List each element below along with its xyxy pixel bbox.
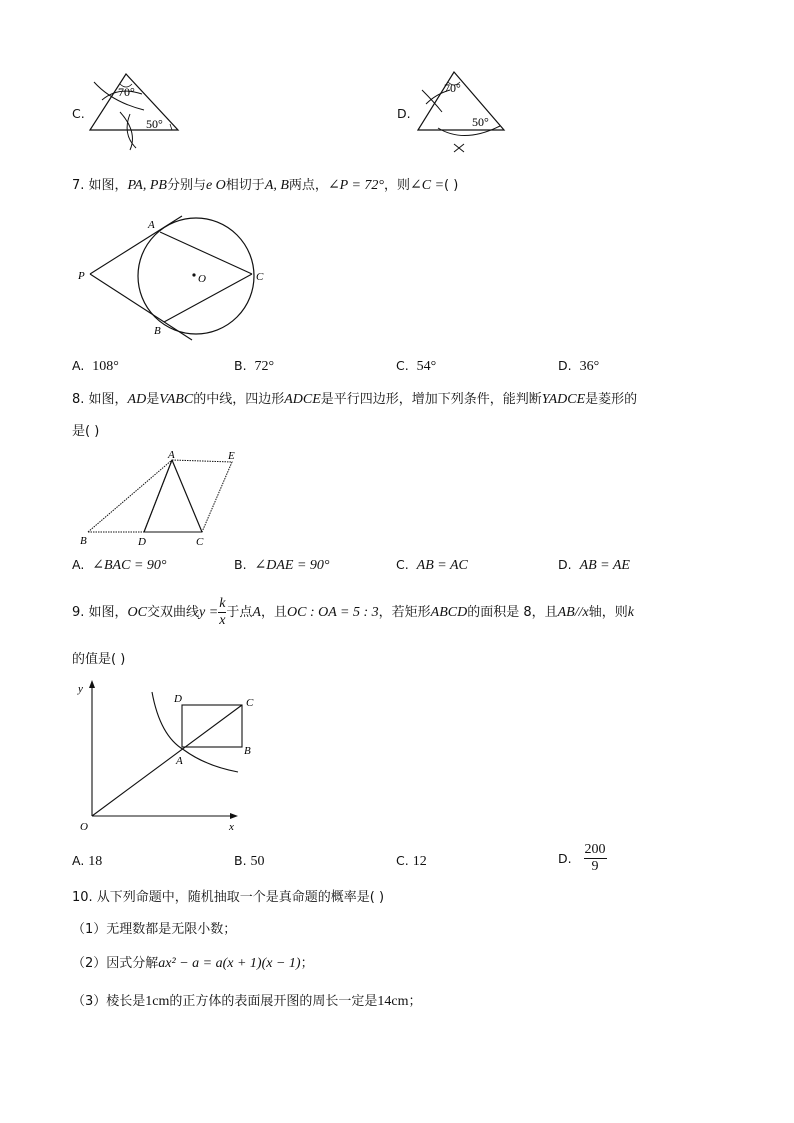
label-b: B (80, 535, 87, 547)
q9-option-a[interactable]: A. 18 (72, 853, 103, 869)
q10-item-1: （1）无理数都是无限小数； (72, 922, 237, 937)
segment-ac (172, 460, 202, 532)
label-e: E (228, 450, 235, 462)
q7-option-c[interactable]: C. 54° (396, 358, 437, 374)
construction-arc (438, 126, 500, 136)
q6-option-d-label: D. (397, 106, 411, 121)
q8-figure (76, 446, 246, 550)
construction-arc (120, 112, 132, 150)
q7-stem: 7. 如图，PA, PB分别与e O相切于A, B两点，∠P = 72°，则∠C =( ) (72, 178, 459, 193)
construction-cross (454, 144, 464, 152)
tangent-pb (90, 274, 192, 340)
segment-ad (144, 460, 172, 532)
q7-figure (72, 210, 282, 350)
q8-stem-line2: 是( ) (72, 424, 100, 439)
q9-stem-line2: 的值是( ) (72, 652, 126, 667)
angle-50-label: 50° (472, 115, 489, 129)
fraction-k-over-x: $\frac{k}{x}$ (219, 596, 226, 628)
segment-ab (88, 460, 172, 532)
label-b: B (154, 325, 161, 337)
label-c: C (256, 271, 264, 283)
q10-item-3: （3）棱长是1cm的正方体的表面展开图的周长一定是14cm； (72, 994, 422, 1009)
label-c: C (246, 697, 254, 709)
label-a: A (168, 449, 175, 461)
q9-option-c[interactable]: C. 12 (396, 853, 427, 869)
triangle (90, 74, 178, 130)
construction-arc (422, 90, 442, 112)
label-a: A (148, 219, 155, 231)
q7-option-d[interactable]: D. 36° (558, 358, 600, 374)
q9-figure (72, 676, 272, 838)
q8-stem-line1: 8. 如图，AD是VABC的中线，四边形ADCE是平行四边形，增加下列条件，能判断YADCE是菱形的 (72, 392, 638, 407)
label-x: x (229, 821, 234, 833)
q8-option-b[interactable]: B. ∠DAE = 90° (234, 557, 330, 573)
q10-item-2: （2）因式分解ax² − a = a(x + 1)(x − 1)； (72, 956, 314, 971)
triangle (418, 72, 504, 130)
tangent-pa (90, 216, 182, 274)
label-o: O (80, 821, 88, 833)
q8-option-a[interactable]: A. ∠BAC = 90° (72, 557, 167, 573)
label-d: D (138, 536, 146, 548)
q6-option-c-label: C. (72, 106, 85, 121)
q7-option-a[interactable]: A. 108° (72, 358, 119, 374)
angle-50-label: 50° (146, 117, 163, 131)
label-d: D (174, 693, 182, 705)
angle-70-label: 70° (444, 81, 461, 95)
x-axis-arrow (230, 813, 238, 819)
angle-70-label: 70° (118, 85, 135, 99)
label-b: B (244, 745, 251, 757)
q8-option-c[interactable]: C. AB = AC (396, 557, 468, 573)
q9-stem-line1: 9. 如图，OC交双曲线y = $\frac{k}{x}$ 于点A，且OC : OA = 5 : 3，若矩形ABCD的面积是 8，且AB//x轴，则k (72, 596, 634, 628)
q7-option-b[interactable]: B. 72° (234, 358, 275, 374)
segment-oc (92, 705, 242, 816)
chord-ac (160, 232, 252, 274)
label-p: P (78, 270, 85, 282)
label-y: y (78, 683, 83, 695)
angle-mark (170, 124, 172, 130)
label-a: A (176, 755, 183, 767)
y-axis-arrow (89, 680, 95, 688)
q6-option-d-figure (414, 68, 514, 156)
parallelogram-adce (144, 460, 232, 532)
q9-option-d[interactable]: D. $\frac{200}{9}$ (558, 842, 606, 874)
q9-option-b[interactable]: B. 50 (234, 853, 265, 869)
q8-option-d[interactable]: D. AB = AE (558, 557, 630, 573)
hyperbola (152, 692, 238, 772)
fraction-200-over-9: $\frac{200}{9}$ (584, 842, 606, 874)
q10-stem: 10. 从下列命题中，随机抽取一个是真命题的概率是( ) (72, 890, 385, 905)
label-c: C (196, 536, 204, 548)
q6-option-c-figure (84, 72, 194, 152)
label-o: O (198, 273, 206, 285)
center-point (192, 273, 195, 276)
